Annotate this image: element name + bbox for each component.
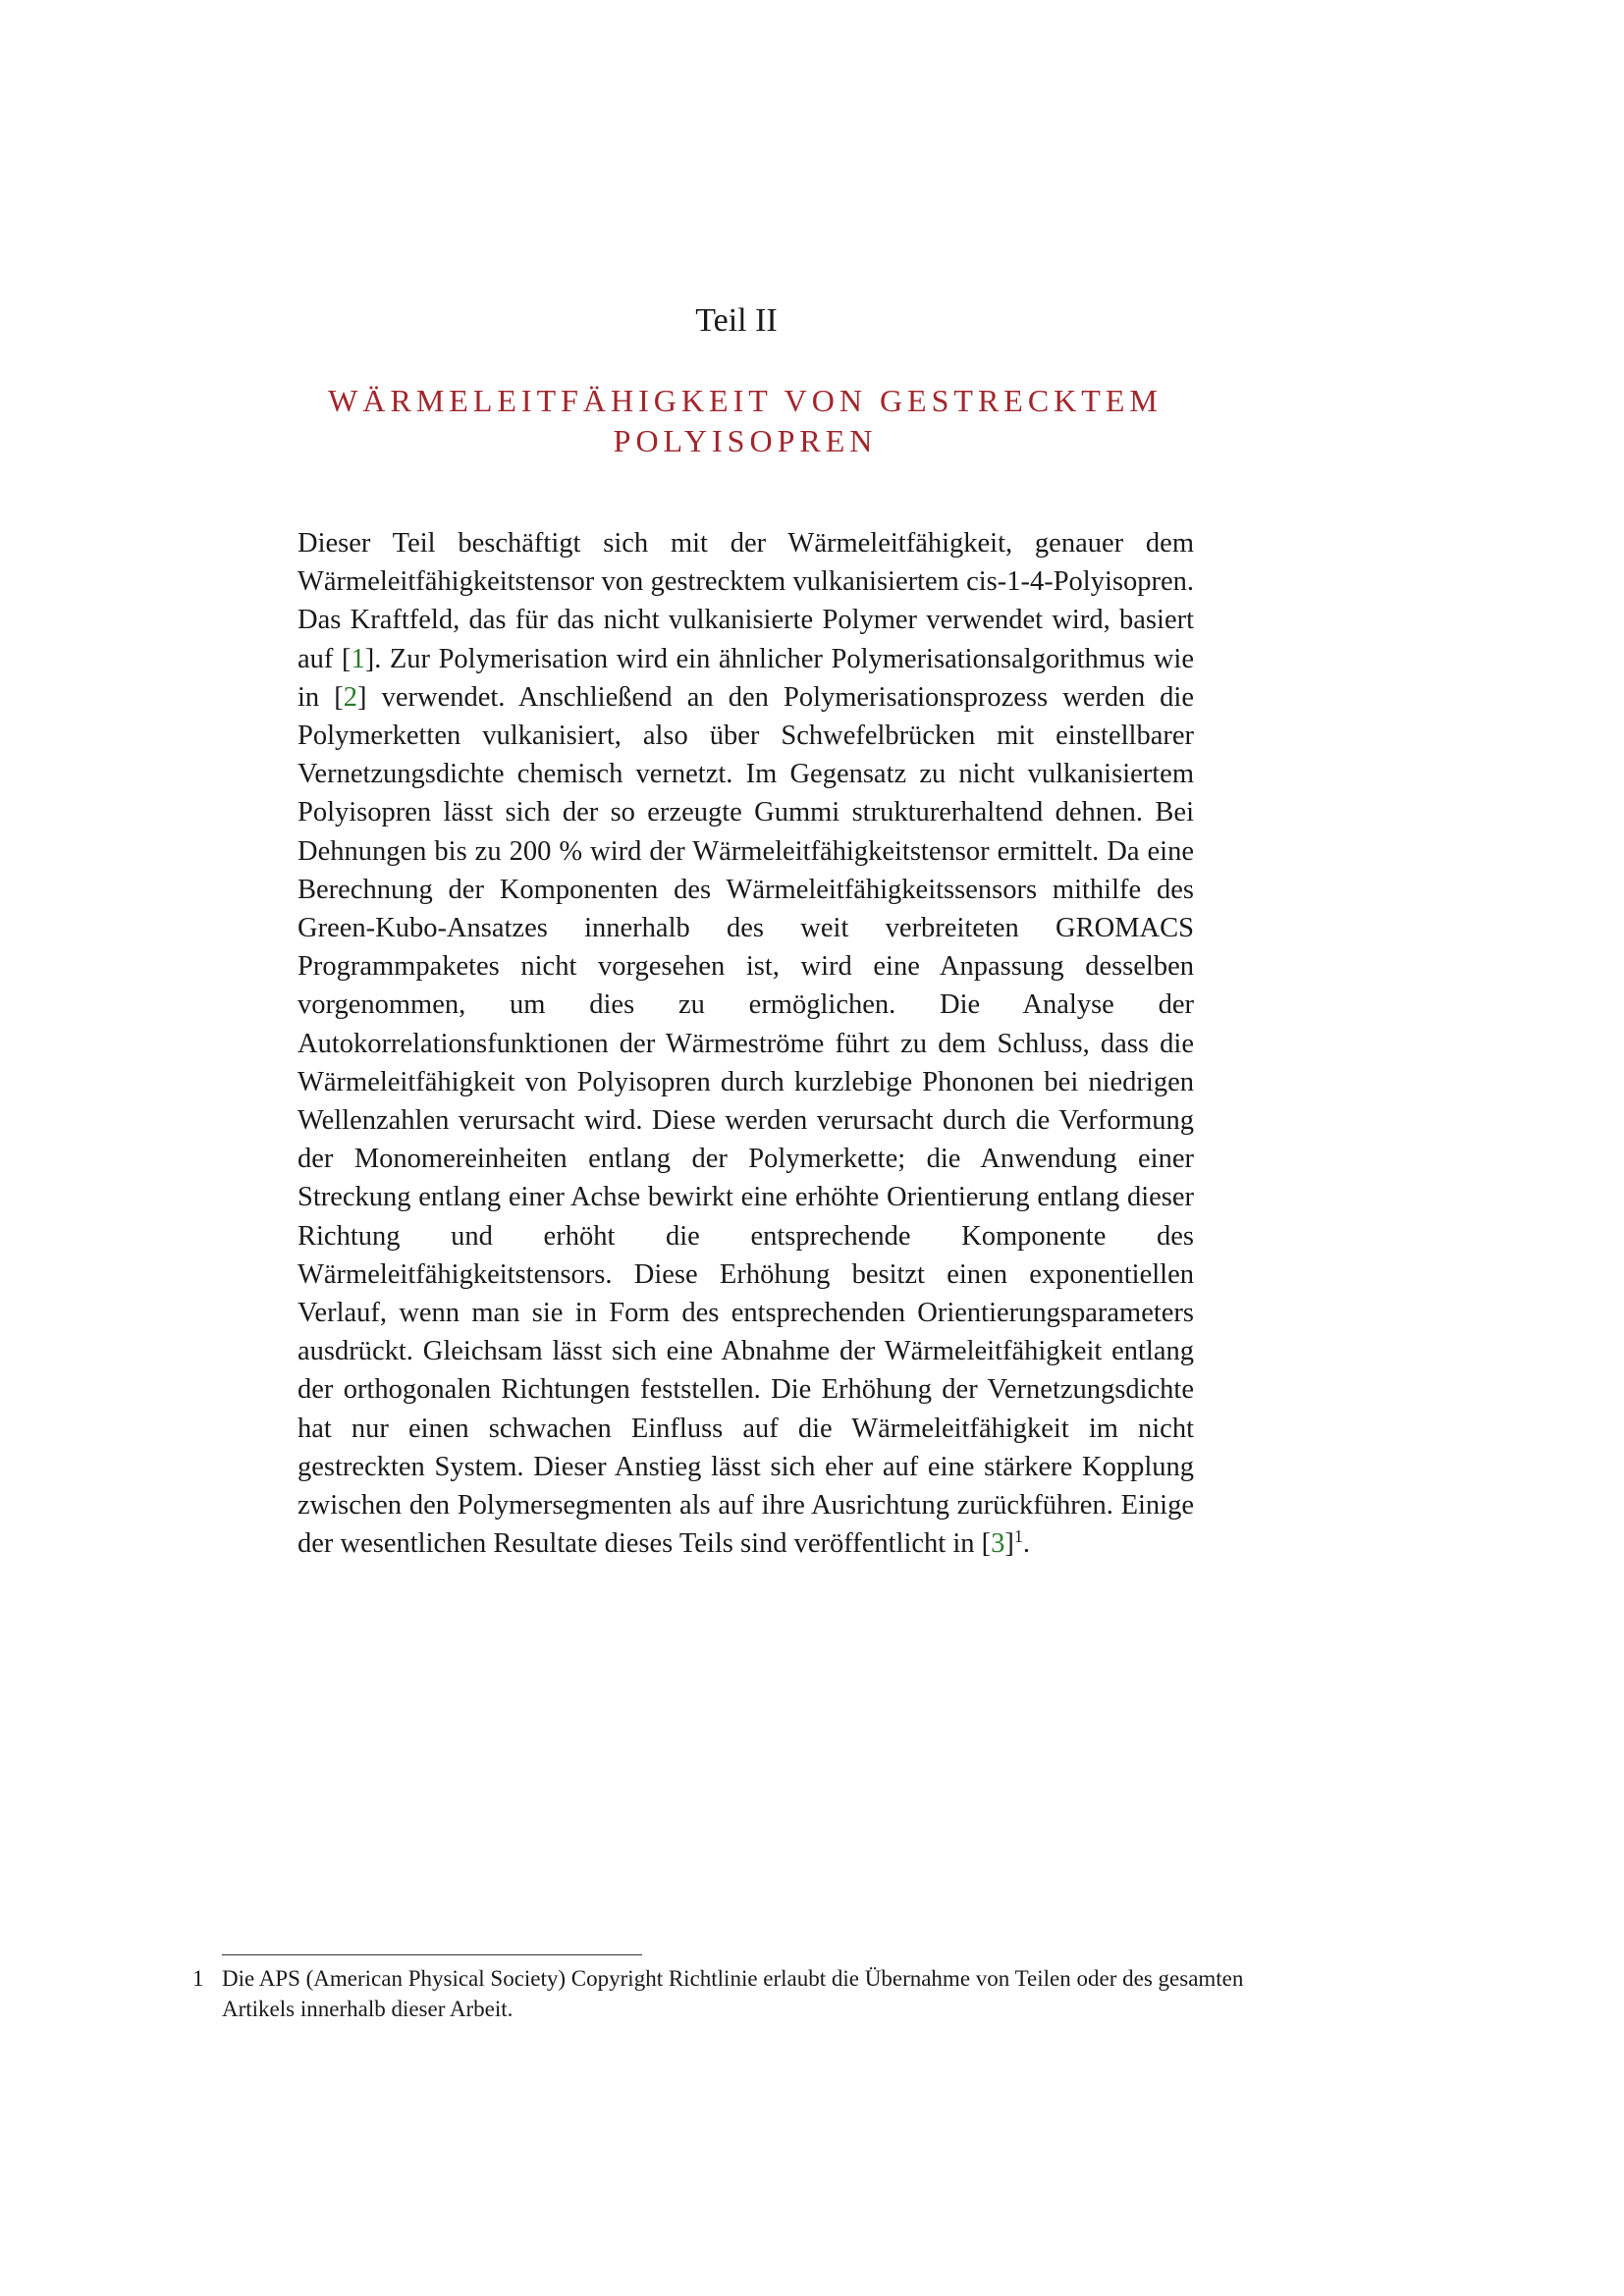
part-title: WÄRMELEITFÄHIGKEIT VON GESTRECKTEM POLYISOPREN [328,383,1163,458]
footnote-number: 1 [192,1966,204,1991]
abstract-text: . [1022,1528,1030,1560]
abstract-text: ]. Zur Polymerisation wird ein ähnlicher Polymerisationsalgorithmus wie in [ [298,643,1195,713]
footnote-text: Die APS (American Physical Society) Copyright Richtlinie erlaubt die Übernahme von Teilen oder des gesamten Artikels innerhalb dieser Arbeit. [222,1966,1244,2021]
citation-link[interactable]: 2 [343,681,358,713]
part-label: Teil II [695,302,778,339]
footnote [192,1963,1272,2024]
citation-link[interactable]: 3 [991,1528,1005,1560]
abstract-paragraph [298,524,1194,1563]
footnote-divider [222,1954,642,1955]
abstract-text: Dieser Teil beschäftigt sich mit der Wärmeleitfähigkeit, genauer dem Wärmeleitfähigkeitstensor von gestrecktem vulkanisiertem cis-1-4-Polyisopren. Das Kraftfeld, das für das nicht vulkanisierte Polymer verwendet wird, basiert auf [ [298,528,1194,674]
footnote-marker[interactable]: 1 [1013,1526,1023,1547]
citation-link[interactable]: 1 [351,643,365,674]
abstract-text: ] verwendet. Anschließend an den Polymerisationsprozess werden die Polymerketten vulkanisiert, also über Schwefelbrücken mit einstellbarer Vernetzungsdichte chemisch vernetzt. Im Gegensatz zu nicht vulkanisiertem Polyisopren lässt sich der so erzeugte Gummi strukturerhaltend dehnen. Bei Dehnungen bis zu 200 % wird der Wärmeleitfähigkeitstensor ermittelt. Da eine Berechnung der Komponenten des Wärmeleitfähigkeitssensors mithilfe des Green-Kubo-Ansatzes innerhalb des weit verbreiteten GROMACS Programmpaketes nicht vorgesehen ist, wird eine Anpassung desselben vorgenommen, um dies zu ermöglichen. Die Analyse der Autokorrelationsfunktionen der Wärmeströme führt zu dem Schluss, dass die Wärmeleitfähigkeit von Polyisopren durch kurzlebige Phononen bei niedrigen Wellenzahlen verursacht wird. Diese werden verursacht durch die Verformung der Monomereinheiten entlang der Polymerkette; die Anwendung einer Streckung entlang einer Achse bewirkt eine erhöhte Orientierung entlang dieser Richtung und erhöht die entsprechende Komponente des Wärmeleitfähigkeitstensors. Diese Erhöhung besitzt einen exponentiellen Verlauf, wenn man sie in Form des entsprechenden Orientierungsparameters ausdrückt. Gleichsam lässt sich eine Abnahme der Wärmeleitfähigkeit entlang der orthogonalen Richtungen feststellen. Die Erhöhung der Vernetzungsdichte hat nur einen schwachen Einfluss auf die Wärmeleitfähigkeit im nicht gestreckten System. Dieser Anstieg lässt sich eher auf eine stärkere Kopplung zwischen den Polymersegmenten als auf ihre Ausrichtung zurückführen. Einige der wesentlichen Resultate dieses Teils sind veröffentlicht in [ [298,681,1194,1560]
abstract-text: ] [1004,1528,1014,1560]
